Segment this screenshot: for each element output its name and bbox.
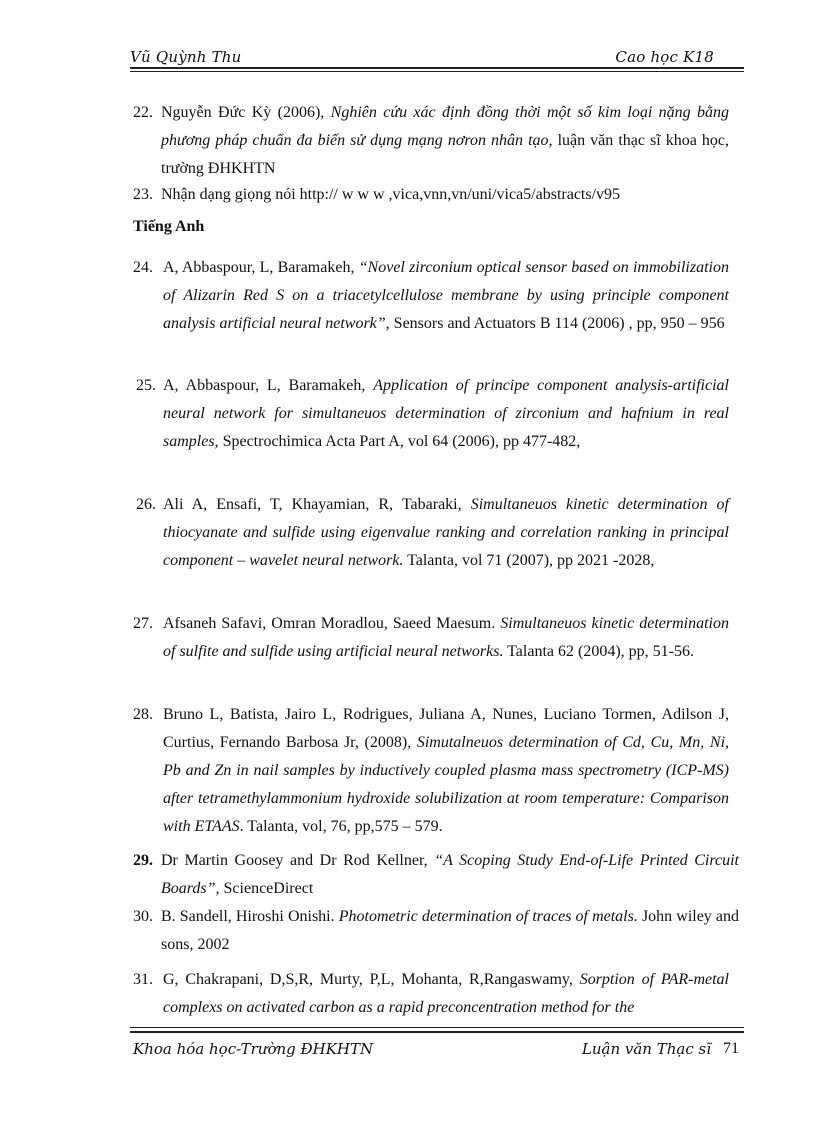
reference-authors: Bruno L, Batista, Jairo L, Rodrigues, Juliana A, Nunes, Luciano Tormen, Adilson J, Curtius, Fernando Barbosa Jr, (2008), — [163, 706, 729, 751]
reference-number: 29. — [133, 852, 153, 869]
reference-source: . Talanta, vol, 76, pp,575 – 579. — [239, 818, 443, 835]
footer-institution: Khoa hóa học-Trường ĐHKHTN — [133, 1040, 374, 1058]
reference-item — [133, 966, 729, 1022]
page-number: 71 — [723, 1040, 739, 1057]
reference-authors: A, Abbaspour, L, Baramakeh, — [163, 259, 359, 276]
reference-authors: G, Chakrapani, D,S,R, Murty, P,L, Mohanta, R,Rangaswamy, — [163, 971, 580, 988]
footer-thesis-type: Luận văn Thạc sĩ — [581, 1040, 711, 1058]
reference-number: 26. — [136, 496, 156, 513]
reference-title: Photometric determination of traces of metals. — [338, 908, 638, 925]
reference-title: Simultaneuos kinetic determination of thiocyanate and sulfide using eigenvalue ranking and correlation ranking in principal component – wavelet neural network. — [163, 496, 730, 569]
reference-text: Nhận dạng giọng nói http:// w w w ,vica,vnn,vn/uni/vica5/abstracts/v95 — [161, 186, 621, 203]
reference-item — [133, 181, 729, 209]
reference-item — [136, 372, 729, 456]
reference-title: Application of principe component analysis-artificial neural network for simultaneuos determination of zirconium and hafnium in real samples, — [163, 377, 729, 450]
reference-title: Simutalneuos determination of Cd, Cu, Mn, Ni, Pb and Zn in nail samples by inductively coupled plasma mass spectrometry (ICP-MS) after tetramethylammonium hydroxide solubilization at room temperature: Comparison with ETAAS — [163, 734, 730, 835]
reference-title: “A Scoping Study End-of-Life Printed Circuit Boards”, — [161, 852, 739, 897]
reference-authors: B. Sandell, Hiroshi Onishi. — [161, 908, 339, 925]
reference-source: Talanta 62 (2004), pp, 51-56. — [503, 643, 694, 660]
reference-authors: Dr Martin Goosey and Dr Rod Kellner, — [161, 852, 435, 869]
header-author: Vũ Quỳnh Thu — [130, 48, 242, 66]
reference-item — [133, 701, 729, 841]
reference-item — [133, 610, 729, 666]
reference-authors: A, Abbaspour, L, Baramakeh, — [163, 377, 374, 394]
reference-number: 23. — [133, 186, 153, 203]
reference-authors: Afsaneh Safavi, Omran Moradlou, Saeed Maesum. — [163, 615, 501, 632]
page-footer — [133, 1040, 739, 1062]
reference-source: ScienceDirect — [219, 880, 314, 897]
reference-number: 27. — [133, 615, 153, 632]
reference-item — [133, 99, 729, 183]
reference-source: Spectrochimica Acta Part A, vol 64 (2006), pp 477-482, — [218, 433, 581, 450]
reference-number: 22. — [133, 104, 153, 121]
reference-source: John wiley and sons, 2002 — [161, 908, 740, 953]
reference-item — [133, 254, 729, 338]
reference-authors: Ali A, Ensafi, T, Khayamian, R, Tabaraki, — [163, 496, 471, 513]
reference-title: Simultaneuos kinetic determination of sulfite and sulfide using artificial neural networks. — [163, 615, 729, 660]
reference-number: 24. — [133, 259, 153, 276]
reference-source: Talanta, vol 71 (2007), pp 2021 -2028, — [403, 552, 655, 569]
reference-title: Nghiên cứu xác định đồng thời một số kim loại nặng bằng phương pháp chuẩn đa biến sử dụng mạng nơron nhân tạo, — [161, 104, 729, 149]
reference-title: Sorption of PAR-metal complexs on activated carbon as a rapid preconcentration method for the — [163, 971, 730, 1016]
reference-source: luận văn thạc sĩ khoa học, trường ĐHKHTN — [161, 132, 729, 177]
reference-source: Sensors and Actuators B 114 (2006) , pp, 950 – 956 — [389, 315, 725, 332]
header-rule-thin — [130, 71, 744, 72]
reference-item — [136, 491, 729, 575]
reference-number: 28. — [133, 706, 153, 723]
reference-number: 25. — [136, 377, 156, 394]
header-program: Cao học K18 — [615, 48, 714, 66]
footer-rule-thin — [130, 1027, 744, 1028]
section-title: Tiếng Anh — [133, 218, 205, 235]
reference-number: 30. — [133, 908, 153, 925]
footer-rule — [130, 1031, 744, 1033]
reference-number: 31. — [133, 971, 153, 988]
header-rule — [130, 67, 744, 69]
reference-authors: Nguyễn Đức Kỳ (2006), — [161, 104, 331, 121]
reference-item — [133, 847, 739, 903]
reference-item — [133, 903, 739, 959]
reference-title: “Novel zirconium optical sensor based on immobilization of Alizarin Red S on a triacetylcellulose membrane by using principle component analysis artificial neural network”, — [163, 259, 729, 332]
